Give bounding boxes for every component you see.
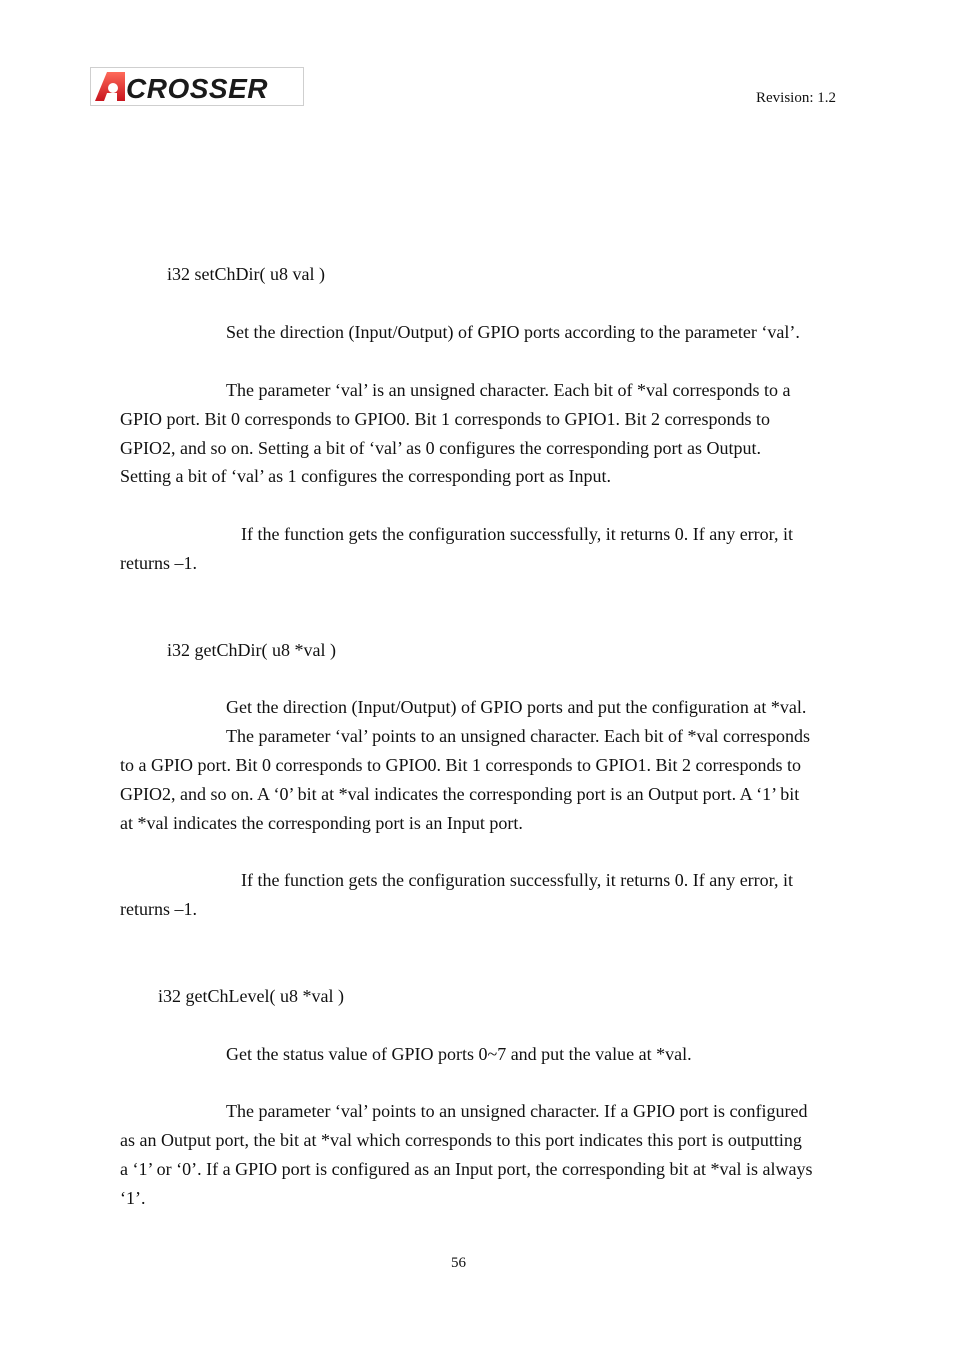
parameter-text-line: a ‘1’ or ‘0’. If a GPIO port is configured as an Input port, the corresponding bit at *val is always <box>120 1159 813 1179</box>
function-description: Get the direction (Input/Output) of GPIO ports and put the configuration at *val. <box>226 697 807 717</box>
return-text-line: If the function gets the configuration successfully, it returns 0. If any error, it <box>241 524 793 544</box>
page-number: 56 <box>451 1255 466 1271</box>
parameter-text-line: GPIO2, and so on. Setting a bit of ‘val’ as 0 configures the corresponding port as Output. <box>120 438 762 458</box>
acrosser-logo <box>90 67 304 106</box>
parameter-text-line: The parameter ‘val’ points to an unsigned character. If a GPIO port is configured <box>226 1101 808 1121</box>
parameter-text-line: ‘1’. <box>120 1188 146 1208</box>
parameter-text-line: at *val indicates the corresponding port is an Input port. <box>120 813 523 833</box>
revision-label: Revision: 1.2 <box>756 90 837 106</box>
function-signature: i32 getChDir( u8 *val ) <box>167 640 336 660</box>
parameter-text-line: as an Output port, the bit at *val which corresponds to this port indicates this port is outputting <box>120 1130 802 1150</box>
return-text-line: returns –1. <box>120 899 197 919</box>
parameter-text-line: The parameter ‘val’ is an unsigned character. Each bit of *val corresponds to a <box>226 380 791 400</box>
parameter-text-line: GPIO port. Bit 0 corresponds to GPIO0. Bit 1 corresponds to GPIO1. Bit 2 corresponds to <box>120 409 770 429</box>
function-description: Set the direction (Input/Output) of GPIO ports according to the parameter ‘val’. <box>226 322 800 342</box>
return-text-line: If the function gets the configuration successfully, it returns 0. If any error, it <box>241 870 793 890</box>
acrosser-logo-image <box>91 68 303 105</box>
parameter-text-line: GPIO2, and so on. A ‘0’ bit at *val indicates the corresponding port is an Output port. A ‘1’ bit <box>120 784 800 804</box>
parameter-text-line: The parameter ‘val’ points to an unsigned character. Each bit of *val corresponds <box>226 726 810 746</box>
parameter-text-line: to a GPIO port. Bit 0 corresponds to GPIO0. Bit 1 corresponds to GPIO1. Bit 2 corresponds to <box>120 755 801 775</box>
function-description: Get the status value of GPIO ports 0~7 and put the value at *val. <box>226 1044 692 1064</box>
svg-text:CROSSER: CROSSER <box>126 73 268 104</box>
parameter-text-line: Setting a bit of ‘val’ as 1 configures the corresponding port as Input. <box>120 466 612 486</box>
function-signature: i32 getChLevel( u8 *val ) <box>158 986 344 1006</box>
return-text-line: returns –1. <box>120 553 197 573</box>
function-signature: i32 setChDir( u8 val ) <box>167 264 325 284</box>
